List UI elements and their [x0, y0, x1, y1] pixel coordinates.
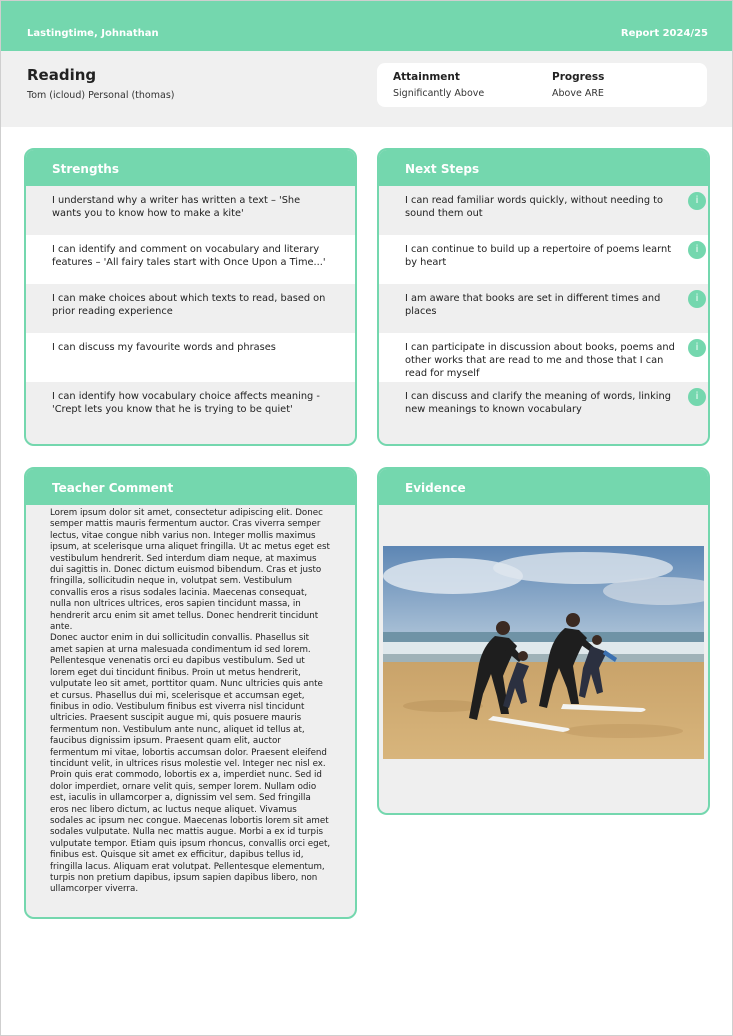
attainment-progress-box — [377, 63, 707, 107]
info-icon[interactable]: i — [688, 290, 706, 308]
progress-value: Above ARE — [552, 88, 604, 99]
student-name: Lastingtime, Johnathan — [27, 28, 159, 39]
strength-item — [26, 235, 355, 284]
next-step-item — [379, 235, 708, 284]
next-step-text: I can participate in discussion about books, poems and other works that are read to me and those that I can read for myself — [405, 342, 675, 379]
next-steps-card — [377, 148, 710, 446]
comment-paragraph: Proin quis erat commodo, lobortis ex a, imperdiet nunc. Sed id dolor imperdiet, ornare velit quis, semper lorem. Nullam odio est, iaculis in ullamcorper a, dignissim vel sem. Sed fringilla eros nec libero dictum, ac luctus neque aliquet. Vivamus sodales ac ipsum nec congue. Maecenas lobortis lorem sit amet sodales vulputate. Nulla nec mattis augue. Morbi a ex id turpis vulputate tempor. Etiam quis ipsum rhoncus, convallis orci eget, finibus est. Quisque sit amet ex efficitur, dapibus tellus id, fringilla lacus. Aliquam erat volutpat. Pellentesque elementum, turpis non pretium dapibus, ipsum sapien dapibus libero, non ullamcorper viverra. — [50, 770, 331, 895]
next-step-text: I can discuss and clarify the meaning of words, linking new meanings to known vocabulary — [405, 391, 671, 415]
strength-item — [26, 186, 355, 235]
report-header-bar — [1, 1, 732, 51]
strength-item — [26, 284, 355, 333]
evidence-title: Evidence — [379, 469, 708, 505]
next-steps-title: Next Steps — [379, 150, 708, 186]
next-step-text: I can continue to build up a repertoire of poems learnt by heart — [405, 244, 672, 268]
strength-text: I can discuss my favourite words and phrases — [52, 342, 276, 353]
subject-subtitle: Tom (icloud) Personal (thomas) — [27, 90, 175, 101]
strength-text: I can identify how vocabulary choice affects meaning - 'Crept lets you know that he is trying to be quiet' — [52, 391, 320, 415]
attainment-value: Significantly Above — [393, 88, 485, 99]
next-step-item — [379, 186, 708, 235]
next-step-text: I can read familiar words quickly, without needing to sound them out — [405, 195, 663, 219]
info-icon[interactable]: i — [688, 388, 706, 406]
next-step-text: I am aware that books are set in different times and places — [405, 293, 661, 317]
next-step-item — [379, 284, 708, 333]
strength-item — [26, 333, 355, 382]
teacher-comment-card — [24, 467, 357, 919]
strength-item — [26, 382, 355, 431]
evidence-card — [377, 467, 710, 815]
strength-text: I understand why a writer has written a text – 'She wants you to know how to make a kite' — [52, 195, 301, 219]
report-year-label: Report 2024/25 — [620, 28, 708, 39]
comment-paragraph: Donec auctor enim in dui sollicitudin convallis. Phasellus sit amet sapien at urna malesuada condimentum id sed lorem. Pellentesque venenatis orci eu dapibus vestibulum. Sed ut lorem eget dui tincidunt finibus. Proin ut metus hendrerit, vulputate leo sit amet, porttitor quam. Nunc ultricies quis ante et cursus. Phasellus dui mi, scelerisque et accumsan eget, finibus in odio. Vestibulum finibus est viverra nisl tincidunt ultricies. Praesent suscipit augue mi, quis posuere mauris fermentum non. Vestibulum ante nunc, aliquet id tellus at, faucibus dignissim ipsum. Praesent quam elit, auctor fermentum mi vitae, lobortis accumsan dolor. Praesent eleifend tincidunt velit, in ultrices risus molestie vel. Integer nec nisl ex. — [50, 633, 327, 769]
info-icon[interactable]: i — [688, 339, 706, 357]
next-step-item — [379, 382, 708, 431]
comment-paragraph: Lorem ipsum dolor sit amet, consectetur adipiscing elit. Donec semper mattis mauris fermentum auctor. Cras viverra semper lectus, vitae congue nibh varius non. Integer mollis maximus ipsum, at scelerisque urna aliquet fringilla. Ut ac metus eget est vestibulum hendrerit. Sed interdum diam neque, at maximus dui sagittis in. Donec dictum euismod bibendum. Cras et justo fringilla, sollicitudin neque in, volutpat sem. Vestibulum convallis eros a risus sodales lacinia. Maecenas consequat, nulla non ultrices ultrices, eros sapien tincidunt massa, in hendrerit arcu enim sit amet tellus. Donec hendrerit tincidunt ante. — [50, 508, 330, 633]
info-icon[interactable]: i — [688, 192, 706, 210]
strengths-title: Strengths — [26, 150, 355, 186]
teacher-comment-title: Teacher Comment — [26, 469, 355, 505]
next-step-item — [379, 333, 708, 382]
attainment-label: Attainment — [393, 71, 460, 83]
teacher-comment-body — [26, 505, 355, 896]
strengths-card — [24, 148, 357, 446]
strength-text: I can make choices about which texts to read, based on prior reading experience — [52, 293, 326, 317]
evidence-photo[interactable] — [383, 546, 704, 759]
subject-title: Reading — [27, 66, 97, 84]
subject-band — [1, 51, 732, 127]
strength-text: I can identify and comment on vocabulary and literary features – 'All fairy tales start with Once Upon a Time...' — [52, 244, 326, 268]
info-icon[interactable]: i — [688, 241, 706, 259]
progress-label: Progress — [552, 71, 605, 83]
